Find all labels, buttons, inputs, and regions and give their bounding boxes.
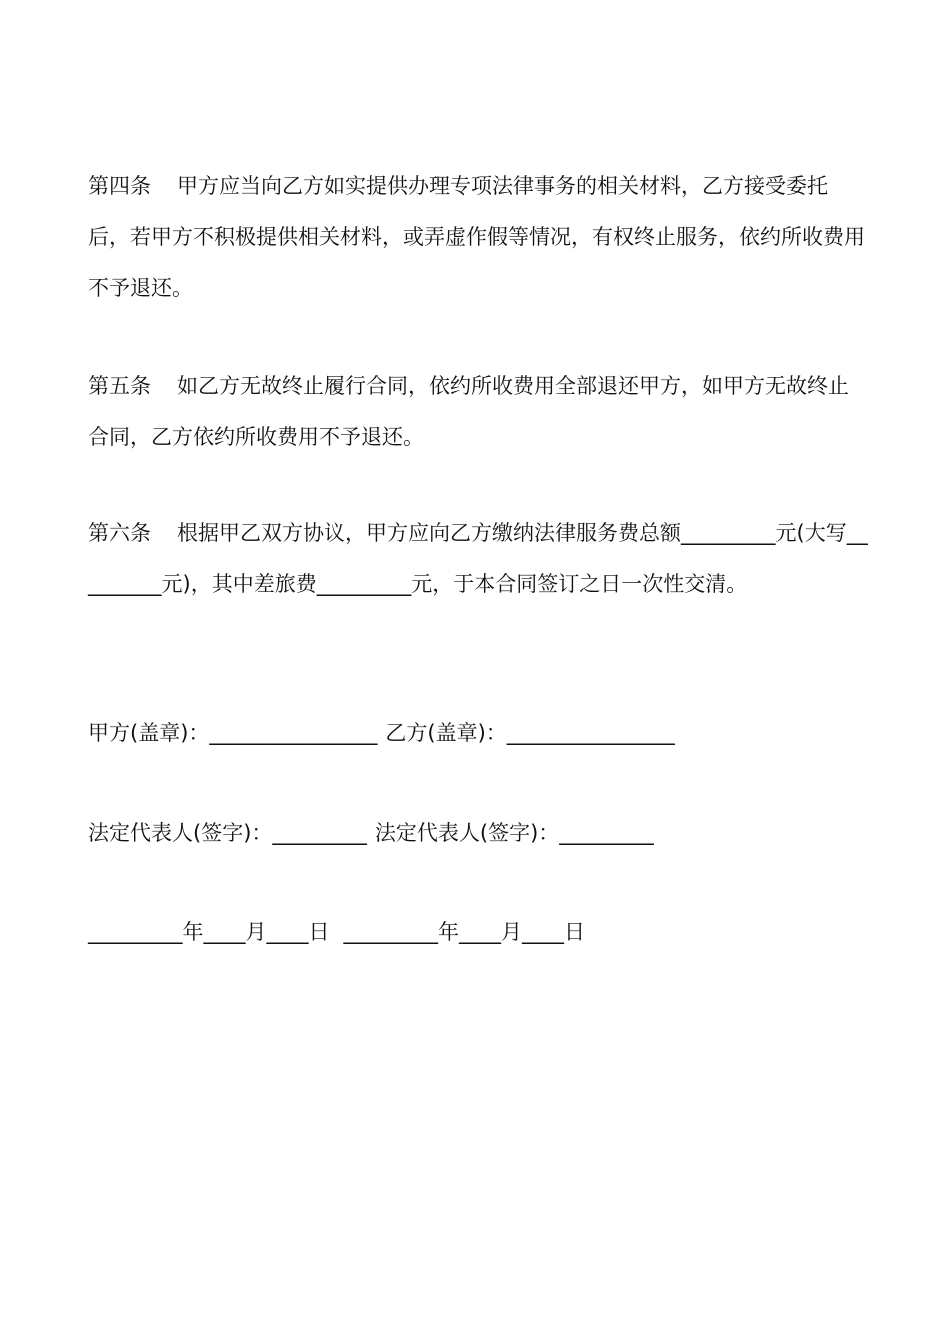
article-5-number: 第五条 — [88, 374, 151, 398]
party-b-rep-field: 法定代表人(签字)：_________ — [374, 821, 654, 845]
article-5 — [88, 361, 868, 463]
article-6-text: 根据甲乙双方协议，甲方应向乙方缴纳法律服务费总额_________元(大写_________元)，其中差旅费_________元，于本合同签订之日一次性交清。 — [88, 521, 868, 596]
article-4-number: 第四条 — [88, 174, 151, 198]
party-a-date-field: _________年____月____日 — [88, 920, 330, 944]
party-b-date-field: _________年____月____日 — [343, 920, 585, 944]
representative-line — [88, 818, 654, 848]
article-6-number: 第六条 — [88, 521, 151, 545]
article-6 — [88, 508, 868, 610]
party-b-seal-field: 乙方(盖章)：________________ — [385, 721, 675, 745]
article-4 — [88, 161, 868, 314]
party-a-seal-field: 甲方(盖章)：________________ — [88, 721, 378, 745]
date-line — [88, 917, 585, 947]
article-5-text: 如乙方无故终止履行合同，依约所收费用全部退还甲方，如甲方无故终止合同，乙方依约所收费用不予退还。 — [88, 374, 849, 449]
article-4-text: 甲方应当向乙方如实提供办理专项法律事务的相关材料，乙方接受委托后，若甲方不积极提供相关材料，或弄虚作假等情况，有权终止服务，依约所收费用不予退还。 — [88, 174, 865, 300]
party-a-rep-field: 法定代表人(签字)：_________ — [88, 821, 367, 845]
seal-line — [88, 718, 675, 748]
